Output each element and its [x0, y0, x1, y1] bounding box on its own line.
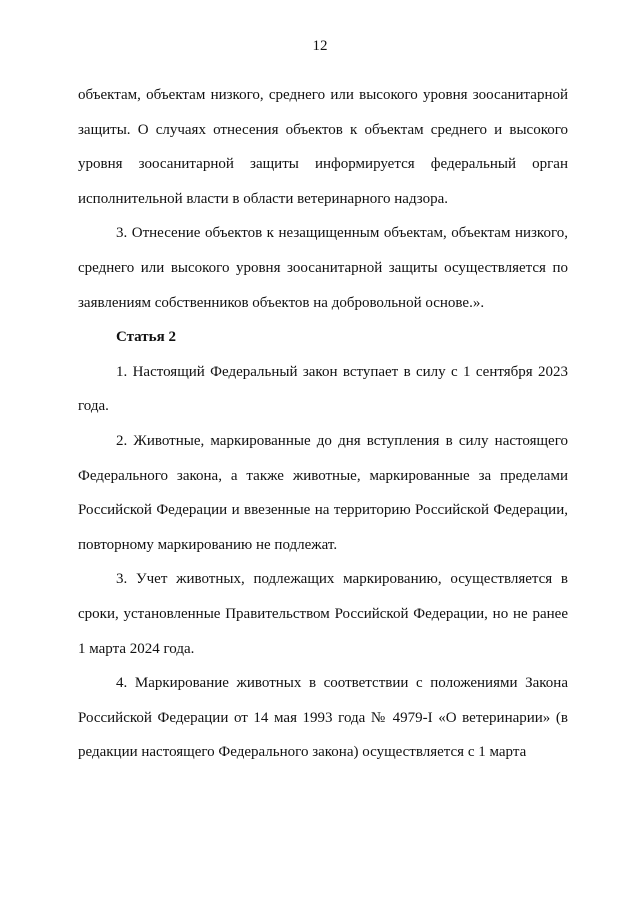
paragraph-continuation: объектам, объектам низкого, среднего или высокого уровня зоосанитарной защиты. О случаях отнесения объектов к объектам среднего и высокого уровня зоосанитарной защиты информируется федеральный орган исполнительной власти в области ветеринарного надзора.: [78, 87, 568, 207]
document-body: [78, 78, 568, 770]
paragraph-article2-item-4: 4. Маркирование животных в соответствии с положениями Закона Российской Федерации от 14 мая 1993 года № 4979-I «О ветеринарии» (в редакции настоящего Федерального закона) осуществляется с 1 марта: [78, 675, 568, 761]
page-number: 12: [312, 38, 328, 54]
article-heading: Статья 2: [116, 329, 176, 346]
paragraph-article2-item-3: 3. Учет животных, подлежащих маркированию, осуществляется в сроки, установленные Правительством Российской Федерации, но не ранее 1 марта 2024 года.: [78, 571, 568, 657]
paragraph-item-3: 3. Отнесение объектов к незащищенным объектам, объектам низкого, среднего или высокого уровня зоосанитарной защиты осуществляется по заявлениям собственников объектов на добровольной основе.».: [78, 225, 568, 311]
paragraph-article2-item-1: 1. Настоящий Федеральный закон вступает в силу с 1 сентября 2023 года.: [78, 363, 568, 415]
paragraph-article2-item-2: 2. Животные, маркированные до дня вступления в силу настоящего Федерального закона, а также животные, маркированные за пределами Российской Федерации и ввезенные на территорию Российской Федерации, повторному маркированию не подлежат.: [78, 432, 568, 553]
